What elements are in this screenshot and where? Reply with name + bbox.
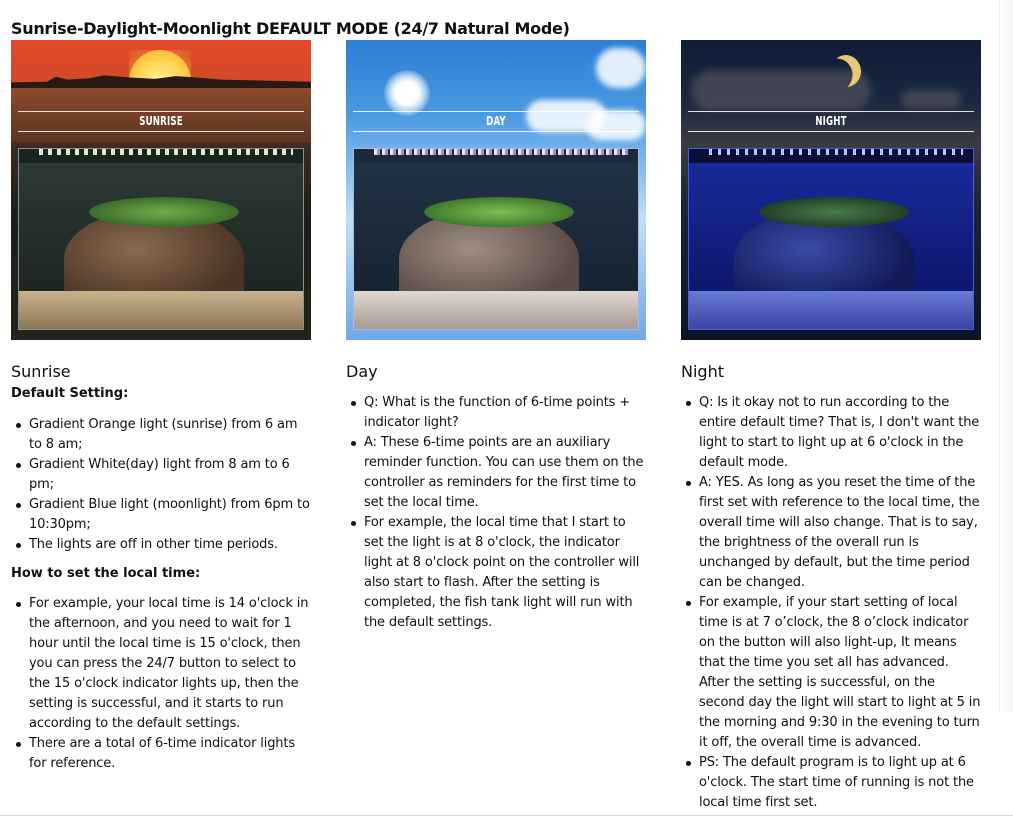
day-faq-list [346,393,646,633]
banner-line [688,111,974,112]
banner-label: DAY [486,114,506,128]
section-subheading: Default Setting: [11,386,129,401]
list-item: Q: What is the function of 6-time points + indicator light? [346,393,646,433]
column-day [346,40,646,633]
moss-plants [424,197,574,227]
led-light-bar [374,149,628,155]
list-item: Gradient White(day) light from 8 am to 6 pm; [11,455,311,495]
led-light-bar [39,149,293,155]
list-item: For example, your local time is 14 o'clock in the afternoon, and you need to wait for 1 hour until the local time is 15 o'clock, then you can press the 24/7 button to select to the 15 o'clock indicator lights up, then the setting is successful, and it starts to run according to the default settings. [11,594,311,734]
page-title: Sunrise-Daylight-Moonlight DEFAULT MODE (24/7 Natural Mode) [11,18,570,38]
column-sunrise [11,40,311,774]
list-item: For example, the local time that I start to set the light is at 8 o'clock, the indicator light at 8 o'clock point on the controller will also start to flash. After the setting is completed, the fish tank light will run with the default settings. [346,513,646,633]
cloud [901,90,961,108]
list-item: Gradient Blue light (moonlight) from 6pm to 10:30pm; [11,495,311,535]
moss-plants [759,197,909,227]
moss-plants [89,197,239,227]
banner-label: SUNRISE [139,114,183,128]
set-local-time-list [11,594,311,774]
sunrise-aquarium-image [11,40,311,340]
aquarium-tank [688,148,974,330]
gravel-substrate [19,291,303,329]
list-item: The lights are off in other time periods. [11,535,311,555]
night-faq-list [681,393,981,813]
list-item: Gradient Orange light (sunrise) from 6 am to 8 am; [11,415,311,455]
banner-label: NIGHT [815,114,847,128]
banner-line [353,131,639,132]
led-light-bar [709,149,963,155]
section-subheading: How to set the local time: [11,566,201,581]
list-item: A: These 6-time points are an auxiliary reminder function. You can use them on the controller as reminders for the first time to set the local time. [346,433,646,513]
banner-line [353,111,639,112]
night-aquarium-image [681,40,981,340]
vertical-scrollbar[interactable] [999,0,1013,712]
column-heading: Day [346,362,378,381]
list-item: A: YES. As long as you reset the time of the first set with reference to the local time, the overall time will also change. That is to say, the brightness of the overall run is unchanged by default, but the time period can be changed. [681,473,981,593]
aquarium-tank [353,148,639,330]
sun-icon [384,70,430,116]
column-night [681,40,981,813]
day-aquarium-image [346,40,646,340]
aquarium-tank [18,148,304,330]
column-heading: Night [681,362,724,381]
gravel-substrate [689,291,973,329]
list-item: PS: The default program is to light up at 6 o'clock. The start time of running is not the local time first set. [681,753,981,813]
banner-line [18,111,304,112]
list-item: Q: Is it okay not to run according to the entire default time? That is, I don't want the light to start to light up at 6 o'clock in the default mode. [681,393,981,473]
cloud [596,48,646,88]
gravel-substrate [354,291,638,329]
column-heading: Sunrise [11,362,71,381]
section-divider [0,815,1013,816]
list-item: There are a total of 6-time indicator lights for reference. [11,734,311,774]
banner-line [688,131,974,132]
banner-line [18,131,304,132]
list-item: For example, if your start setting of local time is at 7 o’clock, the 8 o’clock indicator on the button will also light-up, It means that the time you set all has advanced. After the setting is successful, on the second day the light will start to light at 5 in the morning and 9:30 in the evening to turn it off, the overall time is advanced. [681,593,981,753]
default-setting-list [11,415,311,555]
